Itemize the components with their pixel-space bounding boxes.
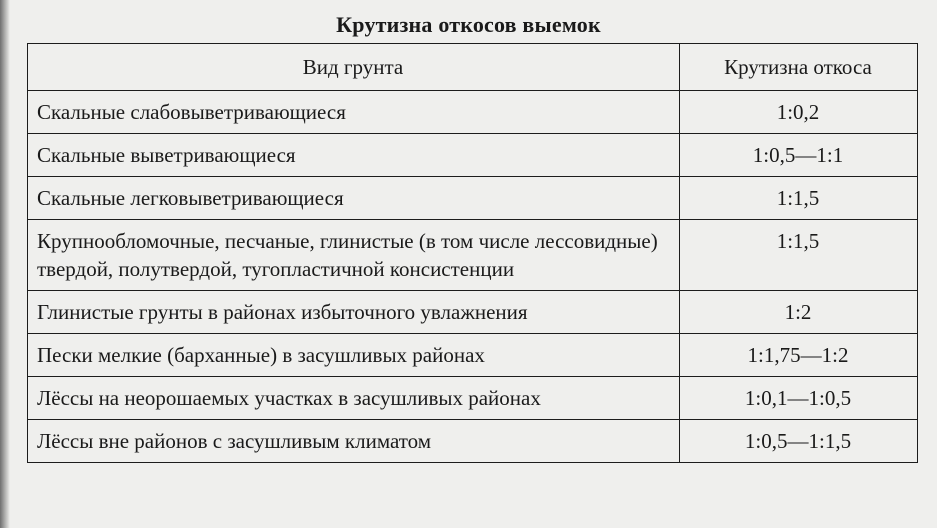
- page-edge-shadow: [0, 0, 10, 528]
- soil-cell: Пески мелкие (барханные) в засушливых районах: [28, 334, 680, 377]
- header-slope: Крутизна откоса: [680, 44, 918, 91]
- soil-cell: Скальные выветривающиеся: [28, 134, 680, 177]
- slope-table: [27, 43, 918, 463]
- slope-cell: 1:0,2: [680, 91, 918, 134]
- table-row: [28, 377, 918, 420]
- header-soil-type: Вид грунта: [28, 44, 680, 91]
- table-row: [28, 420, 918, 463]
- table-row: [28, 291, 918, 334]
- slope-cell: 1:1,75—1:2: [680, 334, 918, 377]
- soil-cell: Крупнообломочные, песчаные, глинистые (в том числе лессовидные) твердой, полутвердой, тугопластичной консистенции: [28, 220, 680, 291]
- table-row: [28, 177, 918, 220]
- soil-cell: Лёссы вне районов с засушливым климатом: [28, 420, 680, 463]
- soil-cell: Глинистые грунты в районах избыточного увлажнения: [28, 291, 680, 334]
- table-title: Крутизна откосов выемок: [336, 12, 601, 37]
- soil-cell: Лёссы на неорошаемых участках в засушливых районах: [28, 377, 680, 420]
- table-row: [28, 134, 918, 177]
- slope-cell: 1:0,5—1:1: [680, 134, 918, 177]
- table-header-row: [28, 44, 918, 91]
- slope-cell: 1:1,5: [680, 177, 918, 220]
- soil-cell: Скальные легковыветривающиеся: [28, 177, 680, 220]
- soil-cell: Скальные слабовыветривающиеся: [28, 91, 680, 134]
- slope-cell: 1:1,5: [680, 220, 918, 291]
- slope-cell: 1:0,1—1:0,5: [680, 377, 918, 420]
- slope-cell: 1:0,5—1:1,5: [680, 420, 918, 463]
- table-row: [28, 91, 918, 134]
- slope-cell: 1:2: [680, 291, 918, 334]
- table-row: [28, 334, 918, 377]
- table-row: [28, 220, 918, 291]
